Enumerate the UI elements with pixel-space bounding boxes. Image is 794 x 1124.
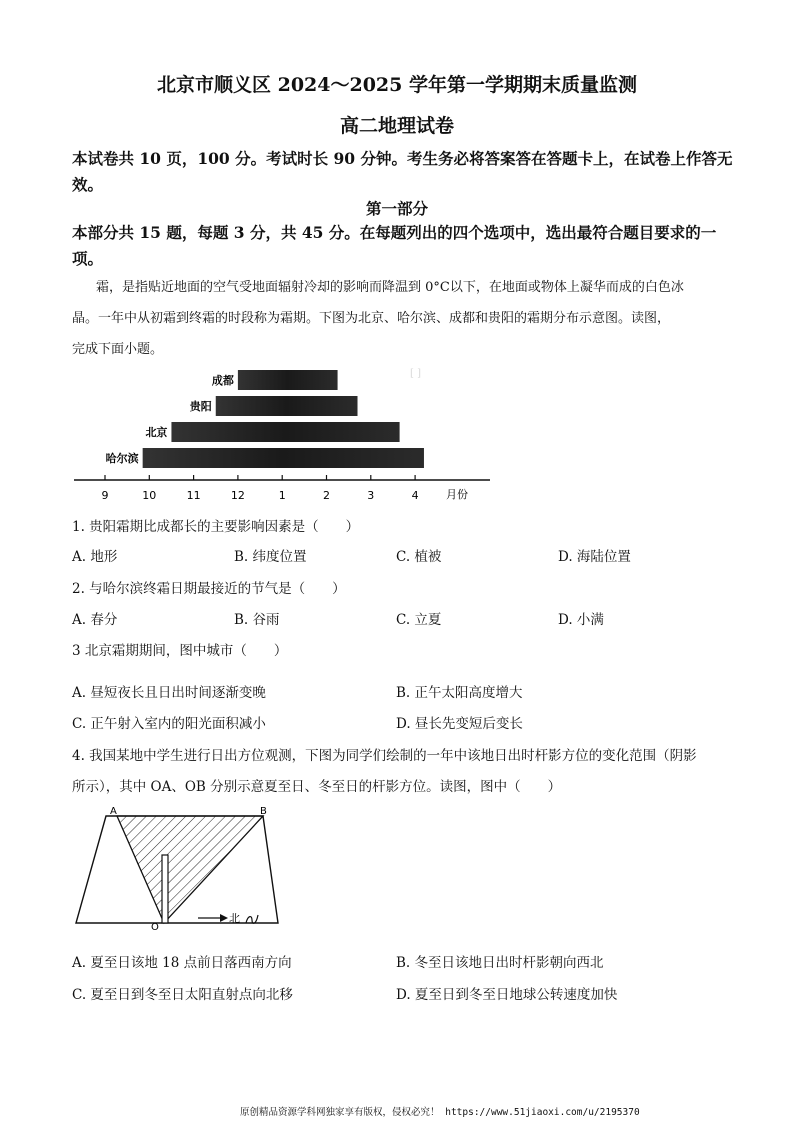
q3-option-d: D. 昼长先变短后变长 <box>396 716 523 732</box>
q3-option-a: A. 昼短夜长且日出时间逐渐变晚 <box>72 685 266 701</box>
city-label-4: 哈尔滨 <box>105 452 139 465</box>
q2-option-a: A. 春分 <box>72 612 118 628</box>
north-arrow-icon <box>220 914 228 922</box>
bleed-through-mark: [ ] <box>410 368 421 379</box>
passage-line3: 完成下面小题。 <box>72 342 164 357</box>
q4-option-a: A. 夏至日该地 18 点前日落西南方向 <box>72 955 292 971</box>
passage-line2: 晶。一年中从初霜到终霜的时段称为霜期。下图为北京、哈尔滨、成都和贵阳的霜期分布示意图。读图， <box>72 311 671 326</box>
part-heading: 第一部分 <box>365 199 428 218</box>
city-label-1: 成都 <box>211 374 234 387</box>
q1-option-d: D. 海陆位置 <box>558 549 631 565</box>
x-axis-label: 月份 <box>446 488 468 501</box>
q1-option-b: B. 纬度位置 <box>234 549 307 565</box>
footer-watermark: 原创精品资源学科网独家享有版权，侵权必究！ https://www.51jiaoxi.com/u/2195370 <box>240 1107 640 1118</box>
q3-stem: 3 北京霜期期间，图中城市（ ） <box>72 643 288 659</box>
frost-bar-1 <box>238 370 338 390</box>
q4-stem-line1: 4. 我国某地中学生进行日出方位观测，下图为同学们绘制的一年中该地日出时杆影方位的变化范围（阴影 <box>72 748 697 764</box>
q4-option-d: D. 夏至日到冬至日地球公转速度加快 <box>396 987 618 1003</box>
q2-option-b: B. 谷雨 <box>234 612 280 628</box>
q4-stem-line2: 所示），其中 OA、OB 分别示意夏至日、冬至日的杆影方位。读图，图中（ ） <box>72 779 562 795</box>
q2-option-c: C. 立夏 <box>396 612 442 628</box>
q1-stem: 1. 贵阳霜期比成都长的主要影响因素是（ ） <box>72 519 360 535</box>
shaded-shadow-range <box>117 816 263 923</box>
x-tick-label: 9 <box>101 489 109 502</box>
frost-period-chart <box>60 362 500 508</box>
city-label-3: 北京 <box>145 426 168 439</box>
q4-option-b: B. 冬至日该地日出时杆影朝向西北 <box>396 955 604 971</box>
x-tick-label: 11 <box>186 489 201 502</box>
q3-option-b: B. 正午太阳高度增大 <box>396 685 523 701</box>
instructions-line2: 效。 <box>72 175 104 194</box>
q1-option-a: A. 地形 <box>72 549 118 565</box>
passage-line1: 霜，是指贴近地面的空气受地面辐射冷却的影响而降温到 0°C以下，在地面或物体上凝华而成的白色冰 <box>96 280 684 295</box>
q4-option-c: C. 夏至日到冬至日太阳直射点向北移 <box>72 987 293 1003</box>
label-b: B <box>260 806 267 817</box>
shadow-direction-diagram <box>70 803 280 933</box>
squiggle-mark <box>246 915 258 923</box>
label-o: O <box>151 922 159 933</box>
x-tick-label: 4 <box>411 489 419 502</box>
frost-bar-2 <box>216 396 358 416</box>
x-tick-label: 3 <box>367 489 375 502</box>
instructions-line1: 本试卷共 10 页，100 分。考试时长 90 分钟。考生务必将答案答在答题卡上，在试卷上作答无 <box>72 149 733 168</box>
q1-option-c: C. 植被 <box>396 549 442 565</box>
label-a: A <box>110 806 117 817</box>
frost-bar-4 <box>143 448 424 468</box>
x-tick-label: 2 <box>323 489 330 502</box>
x-tick-label: 10 <box>142 489 157 502</box>
part-desc-line1: 本部分共 15 题，每题 3 分，共 45 分。在每题列出的四个选项中，选出最符合题目要求的一 <box>72 223 717 242</box>
x-tick-label: 1 <box>278 489 286 502</box>
exam-title: 北京市顺义区 2024～2025 学年第一学期期末质量监测 <box>157 74 637 96</box>
city-label-2: 贵阳 <box>189 400 212 413</box>
part-desc-line2: 项。 <box>72 249 104 268</box>
x-tick-label: 12 <box>230 489 245 502</box>
q2-option-d: D. 小满 <box>558 612 604 628</box>
exam-subtitle: 高二地理试卷 <box>339 115 454 137</box>
pole <box>162 855 168 923</box>
q2-stem: 2. 与哈尔滨终霜日期最接近的节气是（ ） <box>72 581 346 597</box>
north-label: 北 <box>229 912 240 925</box>
frost-bar-3 <box>171 422 399 442</box>
q3-option-c: C. 正午射入室内的阳光面积减小 <box>72 716 266 732</box>
